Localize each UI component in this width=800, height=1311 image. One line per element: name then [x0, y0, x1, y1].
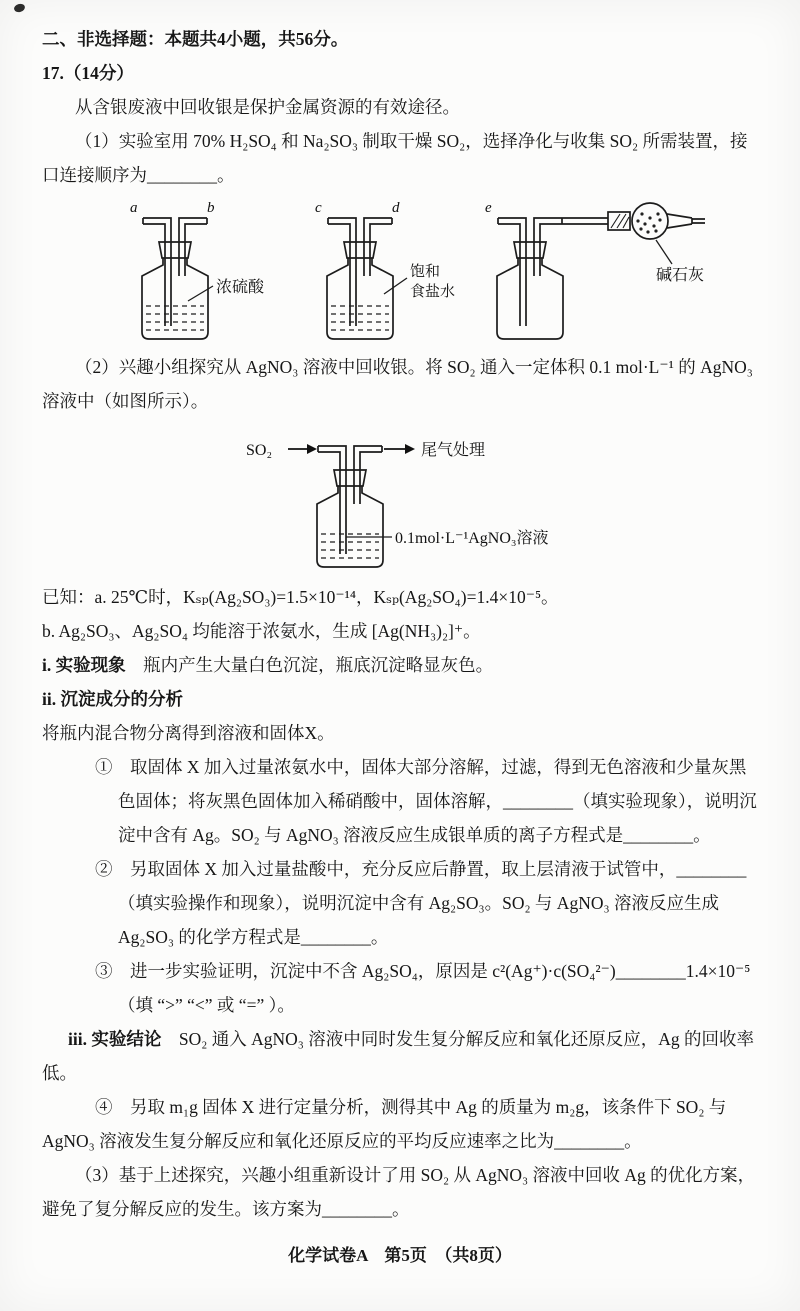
- conclusion-line: [42, 1022, 758, 1090]
- solution-label: 0.1mol·L⁻¹AgNO₃溶液: [395, 530, 549, 547]
- bottle-1-liquid: [146, 306, 204, 330]
- page-footer: 化学试卷A 第5页 （共8页）: [288, 1246, 512, 1265]
- part2-text: （2）兴趣小组探究从 AgNO₃ 溶液中回收银。将 SO₂ 通入一定体积 0.1 mol·L⁻¹ 的 AgNO₃ 溶液中（如图所示）。: [42, 357, 753, 411]
- question-intro: 从含银废液中回收银是保护金属资源的有效途径。: [75, 97, 460, 117]
- apparatus-diagram-1: [60, 198, 758, 348]
- gas-washing-bottle-2: [327, 218, 393, 339]
- apparatus-diagram-2-svg: [200, 426, 620, 576]
- port-label-d: d: [392, 200, 400, 216]
- part1-text: （1）实验室用 70% H₂SO₄ 和 Na₂SO₃ 制取干燥 SO₂，选择净化与收集 SO₂ 所需装置，接口连接顺序为________。: [42, 131, 748, 185]
- pointer-line-soda-lime: [656, 240, 672, 264]
- pointer-line-sulfuric-acid: [188, 286, 213, 301]
- port-label-b: b: [207, 200, 215, 216]
- bottle-2-liquid-label-2: 食盐水: [410, 284, 456, 300]
- gas-collection-bottle: [497, 218, 563, 339]
- gas-out-label: 尾气处理: [421, 442, 486, 459]
- bottle-1-liquid-label: 浓硫酸: [216, 279, 265, 296]
- analysis-item-2: ② 另取固体 X 加入过量盐酸中，充分反应后静置，取上层清液于试管中，________（填实验操作和现象），说明沉淀中含有 Ag₂SO₃。SO₂ 与 AgNO₃ 溶液反应生成 Ag₂SO₃ 的化学方程式是________。: [95, 859, 747, 947]
- question-number: 17.（14分）: [42, 63, 134, 83]
- analysis-heading: ii. 沉淀成分的分析: [42, 689, 183, 709]
- observation-label: i. 实验现象: [42, 655, 126, 675]
- pointer-line-brine: [384, 278, 407, 294]
- conclusion-label: iii. 实验结论: [68, 1029, 162, 1049]
- analysis-item-3: ③ 进一步实验证明，沉淀中不含 Ag₂SO₄，原因是 c²(Ag⁺)·c(SO₄²⁻)________1.4×10⁻⁵ （填 “>” “<” 或 “=” ）。: [95, 961, 751, 1015]
- drying-agent-label: 碱石灰: [656, 267, 705, 284]
- observation-text: 瓶内产生大量白色沉淀，瓶底沉淀略显灰色。: [125, 655, 494, 675]
- bottle-2-liquid: [331, 306, 389, 330]
- port-label-e: e: [485, 200, 492, 216]
- part3-text: （3）基于上述探究，兴趣小组重新设计了用 SO₂ 从 AgNO₃ 溶液中回收 Ag 的优化方案，避免了复分解反应的发生。该方案为________。: [42, 1165, 756, 1219]
- scan-artifact: [13, 3, 26, 14]
- gas-out-arrow-head: [405, 444, 415, 454]
- port-label-a: a: [130, 200, 138, 216]
- drying-tube: [562, 203, 705, 239]
- gas-washing-bottle-1: [142, 218, 208, 339]
- apparatus-diagram-1-svg: [60, 198, 720, 348]
- known-info-a: 已知：a. 25℃时，Kₛₚ(Ag₂SO₃)=1.5×10⁻¹⁴，Kₛₚ(Ag₂SO₄)=1.4×10⁻⁵。: [42, 587, 559, 607]
- desiccant-dots: [636, 212, 661, 233]
- conclusion-text: SO₂ 通入 AgNO₃ 溶液中同时发生复分解反应和氧化还原反应，Ag 的回收率低。: [42, 1029, 754, 1083]
- analysis-item-1: ① 取固体 X 加入过量浓氨水中，固体大部分溶解，过滤，得到无色溶液和少量灰黑色固体；将灰黑色固体加入稀硝酸中，固体溶解，________（填实验现象），说明沉淀中含有 Ag。SO₂ 与 AgNO₃ 溶液反应生成银单质的离子方程式是________。: [95, 757, 757, 845]
- port-label-c: c: [315, 200, 322, 216]
- reaction-bottle: [317, 446, 383, 567]
- known-info-b: b. Ag₂SO₃、Ag₂SO₄ 均能溶于浓氨水，生成 [Ag(NH₃)₂]⁺。: [42, 621, 481, 641]
- gas-in-arrow-head: [307, 444, 317, 454]
- observation-line: [42, 648, 758, 682]
- apparatus-diagram-2: [200, 426, 758, 576]
- section-header: 二、非选择题：本题共4小题，共56分。: [42, 29, 349, 49]
- analysis-item-4: ④ 另取 m₁g 固体 X 进行定量分析，测得其中 Ag 的质量为 m₂g，该条件下 SO₂ 与 AgNO₃ 溶液发生复分解反应和氧化还原反应的平均反应速率之比为________。: [42, 1097, 727, 1151]
- gas-in-label: SO₂: [246, 442, 273, 459]
- analysis-intro: 将瓶内混合物分离得到溶液和固体X。: [42, 723, 335, 743]
- bottle-2-liquid-label-1: 饱和: [410, 264, 441, 280]
